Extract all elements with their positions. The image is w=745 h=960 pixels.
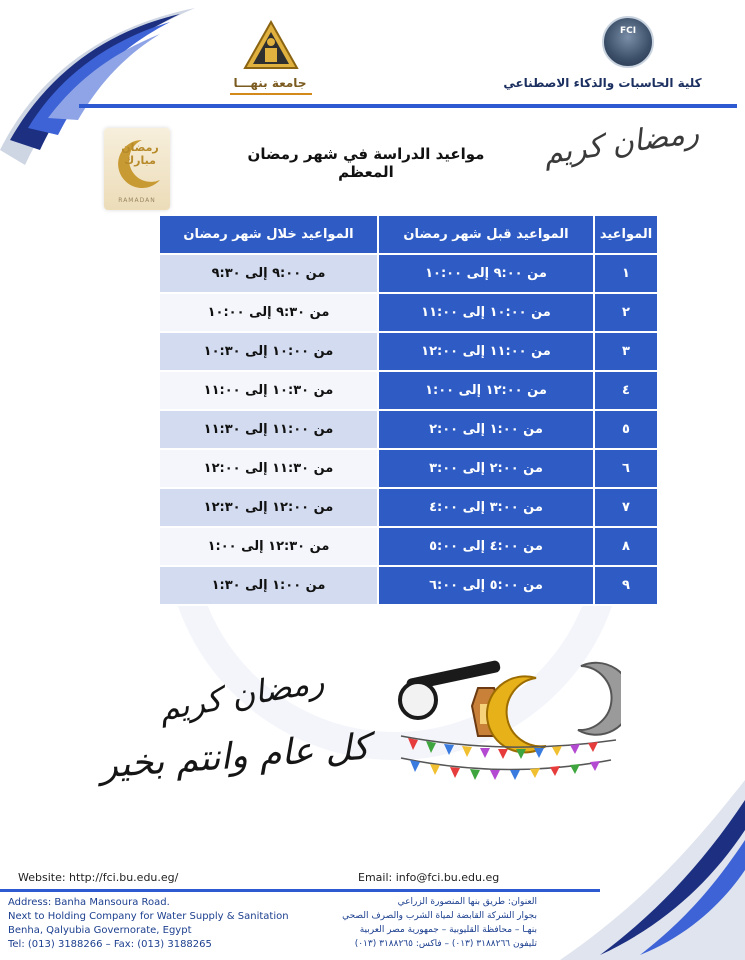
table-row xyxy=(159,254,658,293)
page-title: مواعيد الدراسة في شهر رمضان المعظم xyxy=(247,145,485,181)
period-number: ٨ xyxy=(594,527,658,566)
period-number: ٢ xyxy=(594,293,658,332)
faculty-logo-text: FCI xyxy=(619,26,637,36)
address-en-line: Next to Holding Company for Water Supply & Sanitation xyxy=(8,911,289,922)
university-name: جامعة بنهـــا xyxy=(233,76,307,90)
university-logo xyxy=(243,20,299,72)
time-before: من ١:٠٠ إلى ٢:٠٠ xyxy=(378,410,594,449)
address-en-line: Address: Banha Mansoura Road. xyxy=(8,897,170,908)
time-before: من ١٠:٠٠ إلى ١١:٠٠ xyxy=(378,293,594,332)
time-before: من ٢:٠٠ إلى ٣:٠٠ xyxy=(378,449,594,488)
schedule-table xyxy=(158,214,659,606)
badge-text: رمضان مبارك xyxy=(121,141,159,167)
footer-divider xyxy=(0,889,600,892)
time-during: من ٩:٠٠ إلى ٩:٣٠ xyxy=(159,254,378,293)
time-during: من ١٠:٣٠ إلى ١١:٠٠ xyxy=(159,371,378,410)
time-before: من ٤:٠٠ إلى ٥:٠٠ xyxy=(378,527,594,566)
header-during-ramadan: المواعيد خلال شهر رمضان xyxy=(159,215,378,254)
address-ar-line: بجوار الشركة القابضة لمياة الشرب والصرف الصحي xyxy=(342,911,537,921)
silver-crescent-icon xyxy=(578,663,621,735)
header-divider xyxy=(79,104,737,108)
address-ar-line: بنهـا – محافظة القليوبية – جمهورية مصر العربية xyxy=(359,925,537,935)
table-row xyxy=(159,410,658,449)
time-before: من ١١:٠٠ إلى ١٢:٠٠ xyxy=(378,332,594,371)
table-row xyxy=(159,449,658,488)
table-row xyxy=(159,566,658,605)
time-during: من ١١:٠٠ إلى ١١:٣٠ xyxy=(159,410,378,449)
address-ar-line: العنوان: طريق بنها المنصورة الزراعي xyxy=(397,897,537,907)
faculty-name: كلية الحاسبات والذكاء الاصطناعي xyxy=(503,76,702,90)
kol-am-greeting: كل عام وانتم بخير xyxy=(98,726,371,787)
header-number: المواعيد xyxy=(594,215,658,254)
time-during: من ١٢:٣٠ إلى ١:٠٠ xyxy=(159,527,378,566)
website-link[interactable]: Website: http://fci.bu.edu.eg/ xyxy=(18,871,179,884)
university-name-underline xyxy=(230,93,312,95)
time-before: من ٣:٠٠ إلى ٤:٠٠ xyxy=(378,488,594,527)
time-during: من ١١:٣٠ إلى ١٢:٠٠ xyxy=(159,449,378,488)
time-during: من ١٠:٠٠ إلى ١٠:٣٠ xyxy=(159,332,378,371)
table-row xyxy=(159,371,658,410)
email-link[interactable]: Email: info@fci.bu.edu.eg xyxy=(358,871,500,884)
period-number: ٤ xyxy=(594,371,658,410)
time-before: من ٥:٠٠ إلى ٦:٠٠ xyxy=(378,566,594,605)
period-number: ٣ xyxy=(594,332,658,371)
time-during: من ١٢:٠٠ إلى ١٢:٣٠ xyxy=(159,488,378,527)
period-number: ٧ xyxy=(594,488,658,527)
time-before: من ١٢:٠٠ إلى ١:٠٠ xyxy=(378,371,594,410)
badge-caption: RAMADAN xyxy=(118,197,156,204)
time-before: من ٩:٠٠ إلى ١٠:٠٠ xyxy=(378,254,594,293)
table-row xyxy=(159,293,658,332)
table-row xyxy=(159,527,658,566)
header-before-ramadan: المواعيد قبل شهر رمضان xyxy=(378,215,594,254)
time-during: من ١:٠٠ إلى ١:٣٠ xyxy=(159,566,378,605)
table-header-row xyxy=(159,215,658,254)
address-en-line: Benha, Qalyubia Governorate, Egypt xyxy=(8,925,192,936)
address-en-line: Tel: (013) 3188266 – Fax: (013) 3188265 xyxy=(8,939,212,950)
table-row xyxy=(159,332,658,371)
address-ar-line: تليفون ٣١٨٨٢٦٦ (٠١٣) – فاكس: ٣١٨٨٢٦٥ (٠١٣) xyxy=(354,939,537,949)
table-row xyxy=(159,488,658,527)
period-number: ٩ xyxy=(594,566,658,605)
ramadan-kareem-greeting: رمضان كريم xyxy=(155,661,327,729)
ramadan-kareem-calligraphy: رمضان كريم xyxy=(541,115,702,172)
ramadan-decoration xyxy=(396,660,621,785)
period-number: ٦ xyxy=(594,449,658,488)
time-during: من ٩:٣٠ إلى ١٠:٠٠ xyxy=(159,293,378,332)
period-number: ٥ xyxy=(594,410,658,449)
corner-swoosh-top-left xyxy=(0,0,200,170)
faculty-logo xyxy=(602,16,654,68)
period-number: ١ xyxy=(594,254,658,293)
gold-crescent-icon xyxy=(487,676,546,752)
